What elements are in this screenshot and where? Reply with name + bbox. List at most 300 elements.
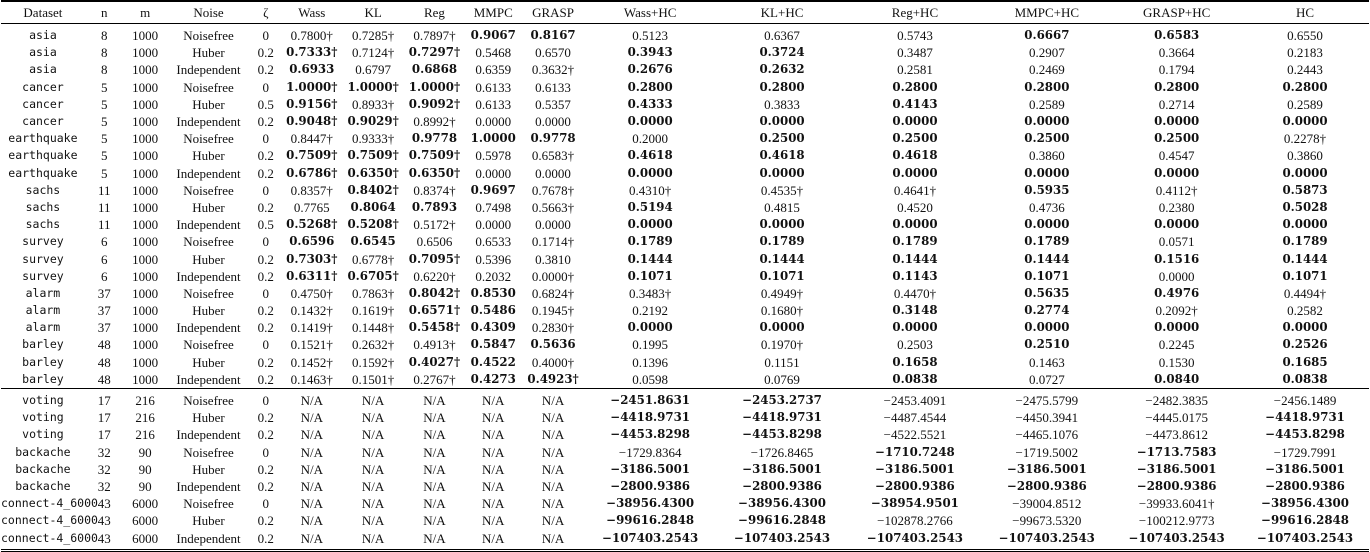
value-cell: N/A — [482, 427, 505, 443]
table-row — [1, 182, 1369, 199]
results-table — [1, 0, 1369, 552]
value-cell: 0.8374† — [413, 182, 456, 198]
value-cell: 0.4520 — [897, 199, 933, 215]
value-cell: 0 — [262, 444, 270, 460]
value-cell: 6000 — [132, 513, 159, 529]
value-cell: N/A — [423, 427, 446, 443]
value-cell: 0.3833 — [764, 96, 800, 112]
value-cell: 0.0000 — [627, 217, 673, 232]
value-cell: Independent — [176, 62, 241, 78]
value-cell: 1000 — [132, 28, 159, 44]
value-cell: 17 — [97, 410, 111, 426]
value-cell: 0.7897† — [413, 28, 456, 44]
value-cell: 0.0000 — [1282, 114, 1328, 129]
dataset-cell: cancer — [22, 96, 64, 111]
value-cell: 0.3148 — [892, 303, 938, 318]
dataset-cell: cancer — [22, 114, 64, 129]
value-cell: 0.2800 — [1024, 79, 1070, 94]
table-row — [1, 268, 1369, 285]
value-cell: 0.0000 — [1154, 217, 1200, 232]
value-cell: Huber — [192, 461, 225, 477]
column-header: Reg+HC — [849, 1, 982, 24]
value-cell: N/A — [361, 427, 385, 443]
value-cell: 0.2632† — [352, 337, 395, 353]
column-header: ζ — [250, 1, 281, 24]
value-cell: 0.5357 — [535, 96, 571, 112]
value-cell: −2451.8631 — [585, 388, 716, 409]
value-cell: 0.9778 — [411, 131, 458, 146]
value-cell: 0.1516 — [1154, 251, 1200, 266]
value-cell: 32 — [97, 478, 111, 494]
value-cell: Independent — [176, 268, 241, 284]
value-cell: N/A — [541, 444, 565, 460]
value-cell: 0.1680† — [760, 303, 804, 319]
value-cell: N/A — [361, 496, 385, 512]
value-cell: 0.7095† — [408, 251, 461, 266]
value-cell: 0.7509† — [286, 148, 338, 163]
value-cell: 0 — [262, 285, 270, 301]
value-cell: 0.6133 — [475, 79, 512, 95]
value-cell: N/A — [361, 461, 385, 477]
value-cell: 1000 — [132, 251, 159, 267]
value-cell: 0.0000 — [475, 114, 512, 130]
value-cell: 0.6550 — [1287, 28, 1323, 44]
value-cell: 0 — [262, 182, 270, 198]
value-cell: 0.4641† — [893, 182, 937, 198]
value-cell: 0.8933† — [352, 96, 395, 112]
value-cell: N/A — [423, 513, 446, 529]
value-cell: 1000 — [132, 62, 159, 78]
value-cell: 0.5396 — [475, 251, 512, 267]
value-cell: 48 — [97, 354, 111, 370]
value-cell: 48 — [97, 337, 111, 353]
value-cell: 0.0838 — [1282, 371, 1328, 386]
value-cell: −4453.8298 — [610, 427, 690, 442]
value-cell: N/A — [300, 513, 323, 529]
value-cell: 0.2582 — [1287, 303, 1323, 319]
value-cell: 0.6311† — [286, 268, 338, 283]
value-cell: Noisefree — [183, 444, 234, 460]
value-cell: 0.7800† — [290, 28, 333, 44]
value-cell: 0.4535† — [760, 182, 804, 198]
column-header: n — [85, 1, 124, 24]
value-cell: −39933.6041† — [1138, 496, 1215, 512]
value-cell: 0.0769 — [764, 371, 800, 387]
value-cell: −4418.9731 — [610, 410, 690, 425]
value-cell: 0.2800 — [627, 79, 673, 94]
value-cell: 0.2 — [257, 114, 274, 130]
value-cell: 0.6350† — [408, 165, 461, 180]
value-cell: 0.2714 — [1158, 96, 1195, 112]
value-cell: 32 — [97, 444, 111, 460]
value-cell: 0.2092† — [1155, 303, 1198, 319]
value-cell: 43 — [85, 529, 124, 550]
synthetic-datasets-group — [1, 24, 1369, 389]
value-cell: −1713.7583 — [1136, 444, 1217, 459]
dataset-cell: alarm — [25, 303, 61, 318]
dataset-cell: barley — [22, 337, 64, 352]
dataset-cell: connect-4_6000 — [1, 513, 98, 528]
column-header: GRASP — [521, 1, 584, 24]
value-cell: 216 — [135, 427, 155, 443]
value-cell: Independent — [167, 529, 251, 550]
dataset-cell: voting — [22, 427, 64, 442]
value-cell: −4450.3941 — [1015, 410, 1079, 426]
value-cell: −4487.4544 — [883, 410, 947, 426]
value-cell: 8 — [101, 28, 108, 44]
value-cell: 5 — [101, 131, 108, 147]
column-header: Noise — [167, 1, 251, 24]
value-cell: −4473.8612 — [1145, 427, 1208, 443]
value-cell: 0.6797 — [355, 62, 391, 78]
value-cell: 0.2 — [257, 251, 274, 267]
value-cell: N/A — [423, 478, 446, 494]
value-cell: 0.0000 — [627, 114, 673, 129]
column-header: Dataset — [1, 1, 85, 24]
dataset-cell: alarm — [25, 320, 61, 335]
value-cell: 1000 — [132, 45, 159, 61]
value-cell: 0.4949† — [760, 285, 804, 301]
value-cell: 0.5663† — [531, 199, 575, 215]
value-cell: 1000 — [132, 371, 159, 387]
value-cell: 0.2 — [257, 268, 274, 284]
table-row — [1, 44, 1369, 61]
value-cell: 0.2 — [257, 148, 274, 164]
column-header: HC — [1241, 1, 1369, 24]
value-cell: 0.6583† — [531, 148, 575, 164]
value-cell: −3186.5001 — [1007, 461, 1087, 476]
value-cell: −4453.8298 — [1265, 427, 1345, 442]
value-cell: 0.0000 — [759, 114, 805, 129]
value-cell: 0.2767† — [413, 371, 456, 387]
value-cell: 0.6506 — [416, 234, 453, 250]
value-cell: Huber — [192, 303, 225, 319]
dataset-cell: connect-4_6000 — [1, 529, 85, 550]
value-cell: 0.5978 — [475, 148, 512, 164]
value-cell: 32 — [97, 461, 111, 477]
value-cell: 11 — [97, 217, 111, 233]
value-cell: 1000 — [132, 79, 159, 95]
value-cell: 0.0000 — [1024, 114, 1070, 129]
value-cell: 1000 — [132, 303, 159, 319]
value-cell: 0.7297† — [408, 45, 461, 60]
value-cell: 0.1444 — [1282, 251, 1328, 266]
dataset-cell: earthquake — [8, 131, 78, 146]
table-row — [1, 233, 1369, 250]
value-cell: Huber — [192, 96, 225, 112]
value-cell: 0.1789 — [1024, 234, 1070, 249]
value-cell: 0.1432† — [290, 303, 333, 319]
value-cell: 0.2380 — [1158, 199, 1195, 215]
value-cell: 0.0000 — [1154, 114, 1200, 129]
value-cell: 0 — [262, 79, 270, 95]
value-cell: 0.6868 — [411, 62, 458, 77]
value-cell: 0.1530 — [1158, 354, 1195, 370]
value-cell: N/A — [541, 427, 565, 443]
value-cell: N/A — [482, 496, 505, 512]
value-cell: Noisefree — [183, 131, 234, 147]
value-cell: −107403.2543 — [716, 529, 849, 550]
value-cell: 0.0000 — [1282, 217, 1328, 232]
value-cell: 0.2 — [257, 354, 274, 370]
value-cell: 0.2 — [257, 461, 274, 477]
value-cell: 6000 — [124, 529, 167, 550]
value-cell: 0.1658 — [892, 354, 938, 369]
value-cell: 0.2830† — [531, 320, 575, 336]
value-cell: −3186.5001 — [1265, 461, 1345, 476]
value-cell: 5 — [101, 165, 108, 181]
table-row — [1, 24, 1369, 45]
value-cell: −107403.2543 — [1241, 529, 1369, 550]
value-cell: 0.7765 — [293, 199, 330, 215]
value-cell: 0.2907 — [1028, 45, 1065, 61]
value-cell: 1000 — [132, 285, 159, 301]
value-cell: 1000 — [132, 217, 159, 233]
value-cell: 0.0000 — [535, 217, 571, 233]
value-cell: 0.1970† — [760, 337, 804, 353]
value-cell: 0.7509† — [347, 148, 399, 163]
value-cell: 0.6571† — [408, 303, 461, 318]
value-cell: 0.1714† — [531, 234, 575, 250]
value-cell: −107403.2543 — [1112, 529, 1241, 550]
table-row — [1, 113, 1369, 130]
value-cell: 0.3810 — [535, 251, 571, 267]
dataset-cell: barley — [22, 371, 64, 386]
value-cell: 0.9067 — [470, 28, 516, 43]
value-cell: 0.6545 — [350, 234, 396, 249]
value-cell: 0.3860 — [1028, 148, 1065, 164]
dataset-cell: backache — [15, 444, 71, 459]
value-cell: 0.2192 — [632, 303, 669, 319]
dataset-cell: asia — [29, 62, 57, 77]
value-cell: 6 — [101, 268, 108, 284]
value-cell: 0.2183 — [1287, 45, 1323, 61]
table-row — [1, 285, 1369, 302]
table-row — [1, 302, 1369, 319]
value-cell: 0.8402† — [347, 182, 399, 197]
value-cell: N/A — [361, 478, 385, 494]
value-cell: 0.2245 — [1158, 337, 1195, 353]
value-cell: 0.0838 — [892, 371, 938, 386]
value-cell: 0.1444 — [1024, 251, 1070, 266]
value-cell: 1000 — [132, 182, 159, 198]
value-cell: 0.0000 — [1024, 165, 1070, 180]
value-cell: 0.4913† — [413, 337, 456, 353]
value-cell: 0.2500 — [1154, 131, 1200, 146]
value-cell: 0.0000 — [475, 217, 512, 233]
value-cell: Huber — [192, 199, 225, 215]
value-cell: 0.6583 — [1154, 28, 1200, 43]
value-cell: 1000 — [132, 354, 159, 370]
value-cell: N/A — [300, 444, 323, 460]
dataset-cell: sachs — [25, 217, 61, 232]
table-row — [1, 130, 1369, 147]
value-cell: 1.0000† — [286, 79, 338, 94]
value-cell: 0.8042† — [408, 285, 461, 300]
value-cell: 0.5486 — [470, 303, 516, 318]
value-cell: 0.8357† — [290, 182, 333, 198]
value-cell: 0.4750† — [290, 285, 333, 301]
value-cell: 0.1521† — [290, 337, 333, 353]
column-header: m — [124, 1, 167, 24]
value-cell: N/A — [342, 388, 403, 409]
value-cell: −2800.9386 — [610, 478, 690, 493]
value-cell: −1719.5002 — [1015, 444, 1079, 460]
value-cell: 0.0000 — [892, 320, 938, 335]
value-cell: 0.0000 — [892, 165, 938, 180]
value-cell: 0.2 — [257, 62, 274, 78]
value-cell: Huber — [192, 148, 225, 164]
value-cell: 0.9333† — [352, 131, 395, 147]
value-cell: 0.1592† — [352, 354, 395, 370]
value-cell: 0.4309 — [470, 320, 516, 335]
value-cell: 1000 — [132, 234, 159, 250]
value-cell: 0.0000 — [627, 165, 673, 180]
value-cell: 17 — [97, 427, 111, 443]
value-cell: 43 — [97, 496, 111, 512]
value-cell: 0.6133 — [475, 96, 512, 112]
value-cell: 0.2500 — [1024, 131, 1070, 146]
dataset-cell: alarm — [25, 285, 61, 300]
value-cell: Independent — [176, 165, 241, 181]
table-row — [1, 461, 1369, 478]
value-cell: 0.2 — [257, 410, 274, 426]
value-cell: 0.2800 — [759, 79, 805, 94]
value-cell: N/A — [482, 478, 505, 494]
value-cell: 0.4333 — [627, 96, 673, 111]
value-cell: 0.2676 — [627, 62, 673, 77]
value-cell: 0.6220† — [413, 268, 456, 284]
value-cell: 0.5468 — [475, 45, 512, 61]
value-cell: Independent — [176, 478, 241, 494]
value-cell: 0.2632 — [759, 62, 805, 77]
value-cell: N/A — [541, 410, 565, 426]
value-cell: N/A — [423, 444, 446, 460]
value-cell: 37 — [97, 285, 111, 301]
value-cell: −1710.7248 — [875, 444, 955, 459]
value-cell: 90 — [138, 478, 152, 494]
value-cell: −99616.2848 — [1261, 513, 1349, 528]
value-cell: 0.0000 — [1154, 165, 1200, 180]
value-cell: 0.7863† — [352, 285, 395, 301]
value-cell: Noisefree — [183, 337, 234, 353]
value-cell: 0.6705† — [347, 268, 399, 283]
value-cell: 0.0000 — [892, 217, 938, 232]
value-cell: −2800.9386 — [1136, 478, 1217, 493]
value-cell: 0.7285† — [352, 28, 395, 44]
value-cell: 0.0000 — [759, 320, 805, 335]
value-cell: 0.1685 — [1282, 354, 1328, 369]
value-cell: N/A — [361, 513, 385, 529]
value-cell: −1726.8465 — [750, 444, 814, 460]
value-cell: N/A — [521, 388, 584, 409]
value-cell: 216 — [135, 410, 155, 426]
column-header: KL+HC — [716, 1, 849, 24]
value-cell: 0.9048† — [286, 114, 338, 129]
value-cell: N/A — [423, 410, 446, 426]
value-cell: Independent — [176, 217, 241, 233]
value-cell: 0.2443 — [1287, 62, 1323, 78]
value-cell: 0.4736 — [1028, 199, 1065, 215]
real-datasets-group — [1, 388, 1369, 550]
value-cell: 0.7678† — [531, 182, 575, 198]
value-cell: 0.4618 — [627, 148, 673, 163]
value-cell: 0.4815 — [764, 199, 800, 215]
value-cell: 5 — [101, 114, 108, 130]
value-cell: 0.0000 — [1154, 320, 1200, 335]
table-row — [1, 478, 1369, 495]
header-row — [1, 1, 1369, 24]
value-cell: 0 — [250, 388, 281, 409]
value-cell: 0.9156† — [286, 96, 338, 111]
value-cell: 0.3943 — [627, 45, 673, 60]
value-cell: 90 — [138, 444, 152, 460]
value-cell: 0.2 — [257, 478, 274, 494]
value-cell: N/A — [423, 496, 446, 512]
value-cell: N/A — [482, 410, 505, 426]
dataset-cell: voting — [22, 410, 64, 425]
value-cell: 0.4494† — [1283, 285, 1327, 301]
value-cell: N/A — [281, 529, 342, 550]
value-cell: 1000 — [132, 337, 159, 353]
value-cell: −4418.9731 — [742, 410, 822, 425]
value-cell: 0.3664 — [1158, 45, 1195, 61]
value-cell: 0.0000 — [759, 165, 805, 180]
column-header: GRASP+HC — [1112, 1, 1241, 24]
value-cell: 0 — [262, 496, 270, 512]
value-cell: N/A — [482, 444, 505, 460]
column-header: Wass — [281, 1, 342, 24]
value-cell: 0.1452† — [290, 354, 333, 370]
value-cell: 0.7893 — [411, 199, 458, 214]
value-cell: 0.6533 — [475, 234, 512, 250]
value-cell: 0.6667 — [1024, 28, 1070, 43]
value-cell: −102878.2766 — [877, 513, 953, 529]
value-cell: −2800.9386 — [1007, 478, 1087, 493]
value-cell: 5 — [101, 79, 108, 95]
value-cell: 0.8530 — [470, 285, 516, 300]
dataset-cell: asia — [29, 28, 57, 43]
value-cell: 0.6570 — [535, 45, 571, 61]
value-cell: Noisefree — [183, 28, 234, 44]
value-cell: N/A — [404, 388, 465, 409]
value-cell: 0.4273 — [470, 371, 516, 386]
value-cell: 5 — [101, 96, 108, 112]
value-cell: 0.4310† — [629, 182, 672, 198]
table-row — [1, 96, 1369, 113]
value-cell: 0.1794 — [1158, 62, 1195, 78]
value-cell: 0.0000 — [1158, 268, 1195, 284]
value-cell: 0.1419† — [290, 320, 333, 336]
value-cell: −38956.4300 — [738, 496, 826, 511]
value-cell: 0.4618 — [759, 148, 805, 163]
value-cell: −2475.5799 — [981, 388, 1112, 409]
value-cell: Independent — [176, 114, 241, 130]
value-cell: N/A — [300, 478, 323, 494]
value-cell: −4453.8298 — [742, 427, 822, 442]
value-cell: N/A — [300, 496, 323, 512]
value-cell: 1.0000† — [347, 79, 399, 94]
value-cell: 37 — [97, 320, 111, 336]
dataset-cell: connect-4_6000 — [1, 496, 98, 511]
value-cell: 0.2278† — [1283, 131, 1327, 147]
table-row — [1, 319, 1369, 336]
value-cell: 0.5635 — [1024, 285, 1070, 300]
column-header: Reg — [404, 1, 465, 24]
value-cell: 0.5172† — [413, 217, 456, 233]
value-cell: −2800.9386 — [742, 478, 822, 493]
value-cell: Huber — [192, 513, 225, 529]
